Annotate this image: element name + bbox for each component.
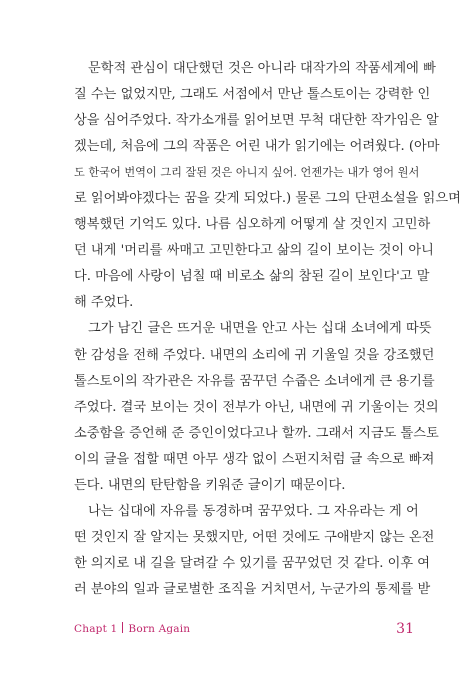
text-line: 상을 심어주었다. 작가소개를 읽어보면 무척 대단한 작가임은 알	[74, 113, 439, 129]
text-line: 떤 것인지 잘 알지는 못했지만, 어떤 것에도 구애받지 않는 온전	[74, 529, 435, 545]
text-line: 질 수는 없었지만, 그래도 서점에서 만난 톨스토이는 강력한 인	[74, 87, 431, 103]
text-line: 소중함을 증언해 준 증인이었다고나 할까. 그래서 지금도 톨스토	[74, 425, 439, 441]
text-line: 한 의지로 내 길을 달려갈 수 있기를 꿈꾸었던 것 같다. 이후 여	[74, 555, 431, 571]
text-line: 그가 남긴 글은 뜨거운 내면을 안고 사는 십대 소녀에게 따뜻	[88, 321, 432, 337]
chapter-separator	[122, 622, 123, 633]
text-line: 던 내게 '머리를 싸매고 고민한다고 삶의 길이 보이는 것이 아니	[74, 243, 434, 259]
chapter-running-head	[74, 622, 190, 635]
text-line: 러 분야의 일과 글로벌한 조직을 거치면서, 누군가의 통제를 받	[74, 581, 431, 597]
text-line: 주었다. 결국 보이는 것이 전부가 아닌, 내면에 귀 기울이는 것의	[74, 399, 439, 415]
body-text	[74, 56, 461, 603]
text-line: 톨스토이의 작가관은 자유를 꿈꾸던 수줍은 소녀에게 큰 용기를	[74, 373, 435, 389]
text-line: 다. 마음에 사랑이 넘칠 때 비로소 삶의 참된 길이 보인다'고 말	[74, 269, 430, 285]
chapter-label: Chapt 1	[74, 623, 118, 635]
text-line: 로 읽어봐야겠다는 꿈을 갖게 되었다.) 물론 그의 단편소설을 읽으며	[74, 191, 461, 207]
text-line: 해 주었다.	[74, 295, 134, 311]
text-line: 나는 십대에 자유를 동경하며 꿈꾸었다. 그 자유라는 게 어	[88, 503, 419, 519]
text-line: 겠는데, 처음에 그의 작품은 어린 내가 읽기에는 어려웠다. (아마	[74, 139, 440, 155]
chapter-title: Born Again	[128, 623, 191, 635]
text-line: 든다. 내면의 탄탄함을 키워준 글이기 때문이다.	[74, 477, 346, 493]
text-line: 이의 글을 접할 때면 아무 생각 없이 스펀지처럼 글 속으로 빠져	[74, 451, 435, 467]
text-line: 행복했던 기억도 있다. 나름 심오하게 어떻게 살 것인지 고민하	[74, 217, 431, 233]
text-line: 문학적 관심이 대단했던 것은 아니라 대작가의 작품세계에 빠	[88, 61, 436, 76]
text-line: 도 한국어 번역이 그리 잘된 것은 아니지 싶어. 언젠가는 내가 영어 원서	[74, 166, 420, 180]
page-number: 31	[396, 621, 414, 637]
text-line: 한 감성을 전해 주었다. 내면의 소리에 귀 기울일 것을 강조했던	[74, 347, 435, 363]
page-footer	[74, 622, 414, 640]
